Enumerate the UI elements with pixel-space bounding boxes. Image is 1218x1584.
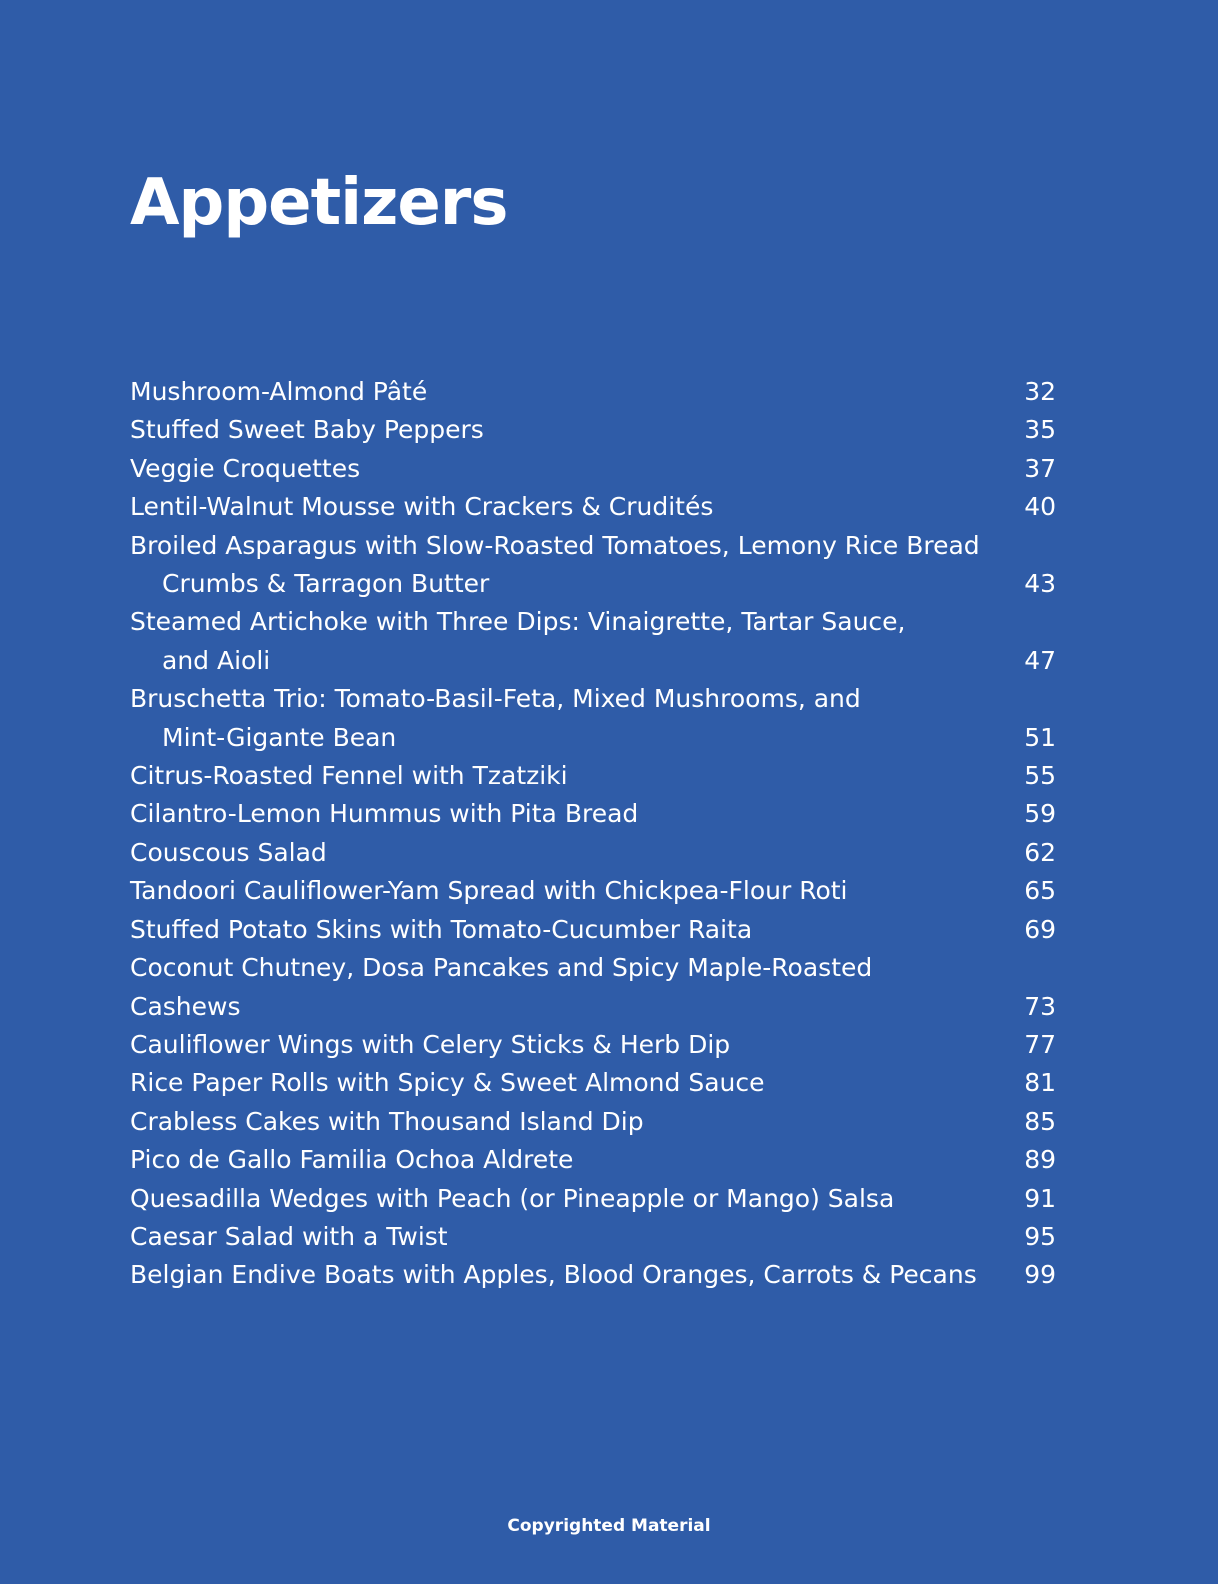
toc-entry bbox=[130, 450, 1056, 488]
toc-entry-title-line: Tandoori Cauliflower-Yam Spread with Chickpea-Flour Roti bbox=[130, 876, 848, 906]
toc-entry-page-number: 81 bbox=[1024, 1068, 1056, 1098]
toc-entry bbox=[130, 1103, 1056, 1141]
toc-entry-title bbox=[130, 872, 848, 910]
toc-entry-title bbox=[130, 1064, 765, 1102]
toc-entry-page-number: 35 bbox=[1024, 415, 1056, 445]
toc-entry-page-number: 85 bbox=[1024, 1106, 1056, 1136]
toc-entry-page-number: 55 bbox=[1024, 761, 1056, 791]
toc-entry-title-continuation: Crumbs & Tarragon Butter bbox=[162, 569, 490, 599]
toc-entry-page-number: 32 bbox=[1024, 377, 1056, 406]
toc-entry bbox=[130, 1064, 1056, 1102]
toc-entry-title bbox=[130, 1218, 448, 1256]
toc-entry-title-line: Veggie Croquettes bbox=[130, 453, 361, 483]
toc-entry bbox=[130, 872, 1056, 910]
toc-entry-title-line: Mushroom-Almond Pâté bbox=[130, 377, 428, 406]
toc-entry-title-line: Steamed Artichoke with Three Dips: Vinaigrette, Tartar Sauce, bbox=[130, 607, 906, 637]
toc-entry bbox=[130, 834, 1056, 872]
toc-entry-title bbox=[130, 488, 713, 526]
toc-entry-title-line: Caesar Salad with a Twist bbox=[130, 1221, 448, 1251]
toc-entry-page-number: 59 bbox=[1024, 799, 1056, 829]
toc-entry-title bbox=[130, 1256, 977, 1294]
toc-entry-page-number: 51 bbox=[1024, 722, 1056, 752]
toc-entry-page-number: 89 bbox=[1024, 1145, 1056, 1175]
toc-entry-page-number: 43 bbox=[1024, 569, 1056, 599]
toc-entry bbox=[130, 1180, 1056, 1218]
toc-entry-title-line: Crabless Cakes with Thousand Island Dip bbox=[130, 1106, 644, 1136]
toc-entry-title-line: Lentil-Walnut Mousse with Crackers & Crudités bbox=[130, 492, 714, 522]
toc-entry-page-number: 77 bbox=[1024, 1029, 1056, 1059]
toc-entry-page-number: 69 bbox=[1024, 914, 1056, 944]
toc-entry-title bbox=[130, 1026, 730, 1064]
toc-entry-title bbox=[130, 834, 327, 872]
toc-entry-title-continuation: Mint-Gigante Bean bbox=[162, 722, 397, 752]
toc-entry bbox=[130, 680, 1056, 757]
toc-entry bbox=[130, 373, 1056, 411]
toc-entry bbox=[130, 795, 1056, 833]
toc-entry bbox=[130, 1026, 1056, 1064]
toc-entry bbox=[130, 757, 1056, 795]
toc-entry-title bbox=[130, 603, 906, 680]
toc-entry bbox=[130, 411, 1056, 449]
toc-entry bbox=[130, 1141, 1056, 1179]
toc-entry-page-number: 62 bbox=[1024, 837, 1056, 867]
toc-entry-page-number: 40 bbox=[1024, 492, 1056, 522]
toc-entry-title-line: Belgian Endive Boats with Apples, Blood Oranges, Carrots & Pecans bbox=[130, 1260, 977, 1290]
toc-entry bbox=[130, 527, 1056, 604]
toc-entry-page-number: 73 bbox=[1024, 991, 1056, 1021]
toc-entry-title bbox=[130, 911, 752, 949]
toc-entry-title bbox=[130, 373, 427, 411]
toc-entry-title-line: Broiled Asparagus with Slow-Roasted Tomatoes, Lemony Rice Bread bbox=[130, 530, 980, 560]
copyright-note: Copyrighted Material bbox=[507, 1516, 711, 1536]
toc-entry bbox=[130, 949, 1056, 1026]
toc-entry bbox=[130, 911, 1056, 949]
toc-entry-title bbox=[130, 527, 980, 604]
toc-entry-title-line: Cauliflower Wings with Celery Sticks & Herb Dip bbox=[130, 1029, 731, 1059]
toc-entry-title-line: Stuffed Sweet Baby Peppers bbox=[130, 415, 484, 445]
toc-entry-title bbox=[130, 1103, 644, 1141]
toc-entry-title bbox=[130, 450, 360, 488]
toc-entry-page-number: 47 bbox=[1024, 645, 1056, 675]
toc-entry bbox=[130, 488, 1056, 526]
toc-entry-title bbox=[130, 757, 568, 795]
toc-entry-title-continuation: and Aioli bbox=[162, 645, 271, 675]
toc-entry-title-line: Bruschetta Trio: Tomato-Basil-Feta, Mixed Mushrooms, and bbox=[130, 684, 861, 714]
toc-entry-title-line: Coconut Chutney, Dosa Pancakes and Spicy Maple-Roasted Cashews bbox=[130, 953, 873, 1021]
toc-entry-title bbox=[130, 411, 484, 449]
table-of-contents bbox=[130, 373, 1056, 1295]
toc-entry-title bbox=[130, 1180, 894, 1218]
toc-entry-title-line: Cilantro-Lemon Hummus with Pita Bread bbox=[130, 799, 639, 829]
toc-entry bbox=[130, 1256, 1056, 1294]
section-title: Appetizers bbox=[130, 166, 508, 240]
toc-entry-title bbox=[130, 1141, 573, 1179]
toc-entry-title bbox=[130, 680, 861, 757]
toc-entry-title bbox=[130, 949, 990, 1026]
toc-entry-page-number: 91 bbox=[1024, 1183, 1056, 1213]
toc-entry-page-number: 95 bbox=[1024, 1221, 1056, 1251]
toc-entry bbox=[130, 1218, 1056, 1256]
toc-entry-title-line: Rice Paper Rolls with Spicy & Sweet Almond Sauce bbox=[130, 1068, 765, 1098]
toc-entry bbox=[130, 603, 1056, 680]
toc-entry-title-line: Stuffed Potato Skins with Tomato-Cucumber Raita bbox=[130, 914, 753, 944]
toc-entry-title-line: Pico de Gallo Familia Ochoa Aldrete bbox=[130, 1145, 574, 1175]
toc-entry-title-line: Citrus-Roasted Fennel with Tzatziki bbox=[130, 761, 568, 791]
toc-entry-title-line: Quesadilla Wedges with Peach (or Pineapple or Mango) Salsa bbox=[130, 1183, 895, 1213]
toc-entry-title-line: Couscous Salad bbox=[130, 837, 327, 867]
toc-entry-title bbox=[130, 795, 638, 833]
toc-entry-page-number: 99 bbox=[1024, 1260, 1056, 1290]
toc-entry-page-number: 65 bbox=[1024, 876, 1056, 906]
toc-entry-page-number: 37 bbox=[1024, 453, 1056, 483]
